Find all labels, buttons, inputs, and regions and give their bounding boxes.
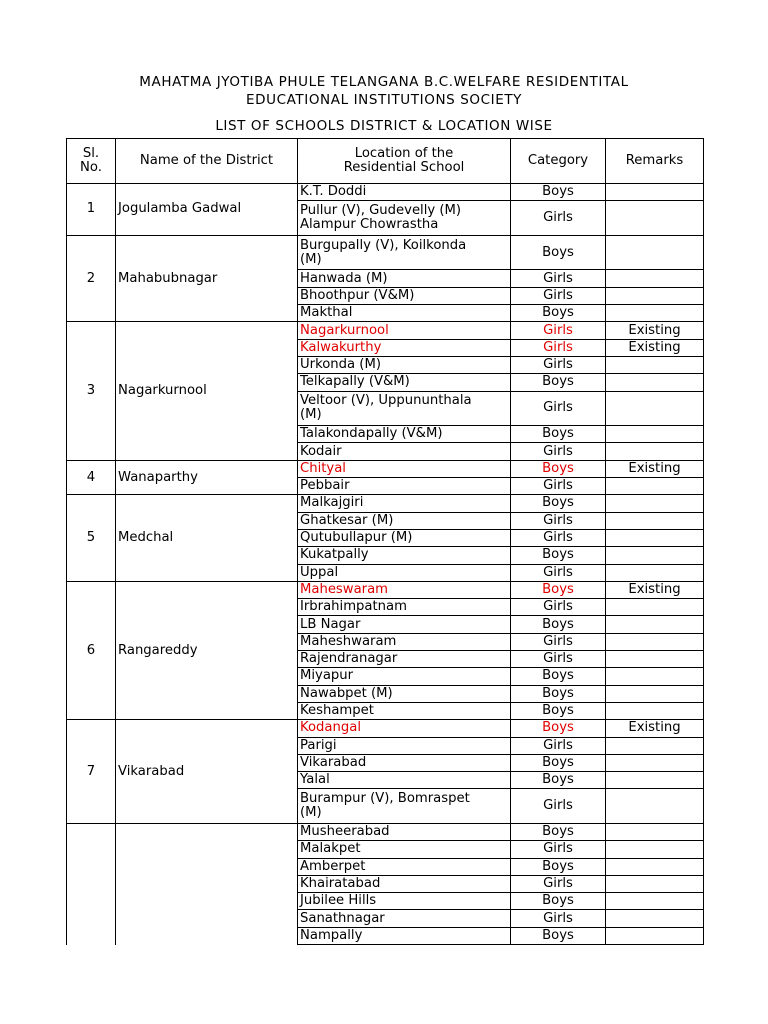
document-subtitle: LIST OF SCHOOLS DISTRICT & LOCATION WISE [215, 118, 553, 134]
cell-remarks [606, 858, 704, 875]
cell-remarks [606, 374, 704, 391]
table-header-row [67, 139, 704, 184]
cell-remarks [606, 201, 704, 236]
cell-district: Nagarkurnool [116, 322, 298, 460]
cell-district [116, 823, 298, 944]
cell-location: Irbrahimpatnam [298, 599, 511, 616]
cell-remarks [606, 772, 704, 789]
cell-category: Boys [511, 893, 606, 910]
cell-location: Nawabpet (M) [298, 685, 511, 702]
cell-remarks [606, 529, 704, 546]
cell-location: Qutubullapur (M) [298, 529, 511, 546]
header-remarks: Remarks [606, 139, 704, 184]
cell-location: Yalal [298, 772, 511, 789]
cell-remarks [606, 443, 704, 460]
cell-location: Talakondapally (V&M) [298, 426, 511, 443]
cell-category: Boys [511, 305, 606, 322]
table-row [67, 235, 704, 270]
cell-location: Pullur (V), Gudevelly (M) Alampur Chowrastha [298, 201, 511, 236]
cell-remarks [606, 305, 704, 322]
header-sl-no: Sl. No. [67, 139, 116, 184]
table-row [67, 581, 704, 598]
cell-location: Uppal [298, 564, 511, 581]
cell-category: Girls [511, 339, 606, 356]
cell-category: Boys [511, 426, 606, 443]
cell-category: Boys [511, 547, 606, 564]
cell-remarks [606, 512, 704, 529]
cell-remarks [606, 875, 704, 892]
cell-sl-no: 4 [67, 460, 116, 495]
cell-category: Boys [511, 616, 606, 633]
cell-category: Boys [511, 927, 606, 944]
cell-remarks [606, 495, 704, 512]
cell-category: Girls [511, 529, 606, 546]
cell-location: Parigi [298, 737, 511, 754]
cell-location: Rajendranagar [298, 651, 511, 668]
cell-remarks [606, 754, 704, 771]
cell-location: Sanathnagar [298, 910, 511, 927]
cell-sl-no [67, 823, 116, 944]
cell-category: Girls [511, 875, 606, 892]
cell-location: Ghatkesar (M) [298, 512, 511, 529]
document-title-line1: MAHATMA JYOTIBA PHULE TELANGANA B.C.WELFARE RESIDENTITAL [139, 74, 629, 90]
cell-sl-no: 6 [67, 581, 116, 719]
cell-remarks [606, 668, 704, 685]
cell-sl-no: 5 [67, 495, 116, 581]
cell-category: Boys [511, 772, 606, 789]
cell-remarks [606, 893, 704, 910]
cell-category: Girls [511, 322, 606, 339]
cell-sl-no: 2 [67, 235, 116, 321]
cell-location: Burgupally (V), Koilkonda (M) [298, 235, 511, 270]
cell-category: Girls [511, 478, 606, 495]
cell-category: Boys [511, 668, 606, 685]
schools-table [66, 138, 704, 945]
cell-location: Makthal [298, 305, 511, 322]
cell-location: Kodair [298, 443, 511, 460]
cell-category: Boys [511, 858, 606, 875]
cell-remarks [606, 841, 704, 858]
cell-category: Girls [511, 651, 606, 668]
cell-district: Wanaparthy [116, 460, 298, 495]
cell-category: Girls [511, 201, 606, 236]
cell-category: Boys [511, 495, 606, 512]
cell-sl-no: 7 [67, 720, 116, 824]
cell-location: Jubilee Hills [298, 893, 511, 910]
cell-location: Malkajgiri [298, 495, 511, 512]
table-row [67, 184, 704, 201]
header-location: Location of the Residential School [298, 139, 511, 184]
cell-location: Nagarkurnool [298, 322, 511, 339]
cell-district: Mahabubnagar [116, 235, 298, 321]
cell-location: Urkonda (M) [298, 356, 511, 373]
cell-location: Khairatabad [298, 875, 511, 892]
cell-category: Girls [511, 841, 606, 858]
cell-category: Girls [511, 633, 606, 650]
cell-location: Vikarabad [298, 754, 511, 771]
cell-district: Jogulamba Gadwal [116, 184, 298, 236]
cell-category: Girls [511, 287, 606, 304]
cell-remarks: Existing [606, 339, 704, 356]
cell-location: Miyapur [298, 668, 511, 685]
header-category: Category [511, 139, 606, 184]
cell-remarks [606, 651, 704, 668]
cell-remarks: Existing [606, 322, 704, 339]
cell-location: Nampally [298, 927, 511, 944]
cell-category: Boys [511, 184, 606, 201]
cell-location: K.T. Doddi [298, 184, 511, 201]
cell-remarks [606, 927, 704, 944]
cell-location: Veltoor (V), Uppununthala (M) [298, 391, 511, 426]
cell-category: Boys [511, 720, 606, 737]
cell-remarks: Existing [606, 460, 704, 477]
cell-location: Amberpet [298, 858, 511, 875]
cell-location: Musheerabad [298, 823, 511, 840]
cell-remarks [606, 478, 704, 495]
cell-remarks [606, 287, 704, 304]
cell-location: Malakpet [298, 841, 511, 858]
cell-remarks [606, 184, 704, 201]
cell-category: Girls [511, 564, 606, 581]
cell-remarks [606, 599, 704, 616]
cell-category: Boys [511, 235, 606, 270]
cell-remarks [606, 235, 704, 270]
cell-remarks [606, 547, 704, 564]
cell-remarks [606, 270, 704, 287]
table-body [67, 184, 704, 945]
cell-remarks [606, 616, 704, 633]
cell-location: Chityal [298, 460, 511, 477]
cell-location: Hanwada (M) [298, 270, 511, 287]
cell-category: Boys [511, 754, 606, 771]
cell-remarks [606, 391, 704, 426]
cell-category: Boys [511, 823, 606, 840]
cell-location: Pebbair [298, 478, 511, 495]
cell-category: Girls [511, 789, 606, 824]
cell-location: Bhoothpur (V&M) [298, 287, 511, 304]
cell-category: Boys [511, 702, 606, 719]
document-title-line2: EDUCATIONAL INSTITUTIONS SOCIETY [245, 92, 523, 108]
cell-category: Girls [511, 391, 606, 426]
cell-location: LB Nagar [298, 616, 511, 633]
cell-category: Boys [511, 685, 606, 702]
cell-district: Vikarabad [116, 720, 298, 824]
cell-district: Rangareddy [116, 581, 298, 719]
cell-remarks: Existing [606, 720, 704, 737]
cell-remarks [606, 910, 704, 927]
table-row [67, 823, 704, 840]
table-row [67, 322, 704, 339]
cell-remarks [606, 789, 704, 824]
cell-category: Girls [511, 270, 606, 287]
cell-category: Boys [511, 460, 606, 477]
cell-remarks [606, 356, 704, 373]
cell-location: Maheshwaram [298, 633, 511, 650]
cell-location: Kalwakurthy [298, 339, 511, 356]
cell-category: Boys [511, 581, 606, 598]
table-row [67, 460, 704, 477]
cell-category: Girls [511, 512, 606, 529]
cell-location: Telkapally (V&M) [298, 374, 511, 391]
cell-remarks [606, 426, 704, 443]
cell-location: Keshampet [298, 702, 511, 719]
cell-location: Burampur (V), Bomraspet (M) [298, 789, 511, 824]
cell-sl-no: 1 [67, 184, 116, 236]
cell-location: Maheswaram [298, 581, 511, 598]
cell-category: Girls [511, 599, 606, 616]
cell-category: Boys [511, 374, 606, 391]
header-district: Name of the District [116, 139, 298, 184]
cell-location: Kukatpally [298, 547, 511, 564]
cell-category: Girls [511, 910, 606, 927]
cell-remarks [606, 737, 704, 754]
cell-category: Girls [511, 356, 606, 373]
cell-remarks [606, 823, 704, 840]
cell-remarks [606, 685, 704, 702]
cell-district: Medchal [116, 495, 298, 581]
table-row [67, 495, 704, 512]
cell-category: Girls [511, 737, 606, 754]
cell-remarks [606, 564, 704, 581]
cell-category: Girls [511, 443, 606, 460]
cell-remarks: Existing [606, 581, 704, 598]
cell-remarks [606, 702, 704, 719]
cell-location: Kodangal [298, 720, 511, 737]
cell-remarks [606, 633, 704, 650]
cell-sl-no: 3 [67, 322, 116, 460]
table-row [67, 720, 704, 737]
